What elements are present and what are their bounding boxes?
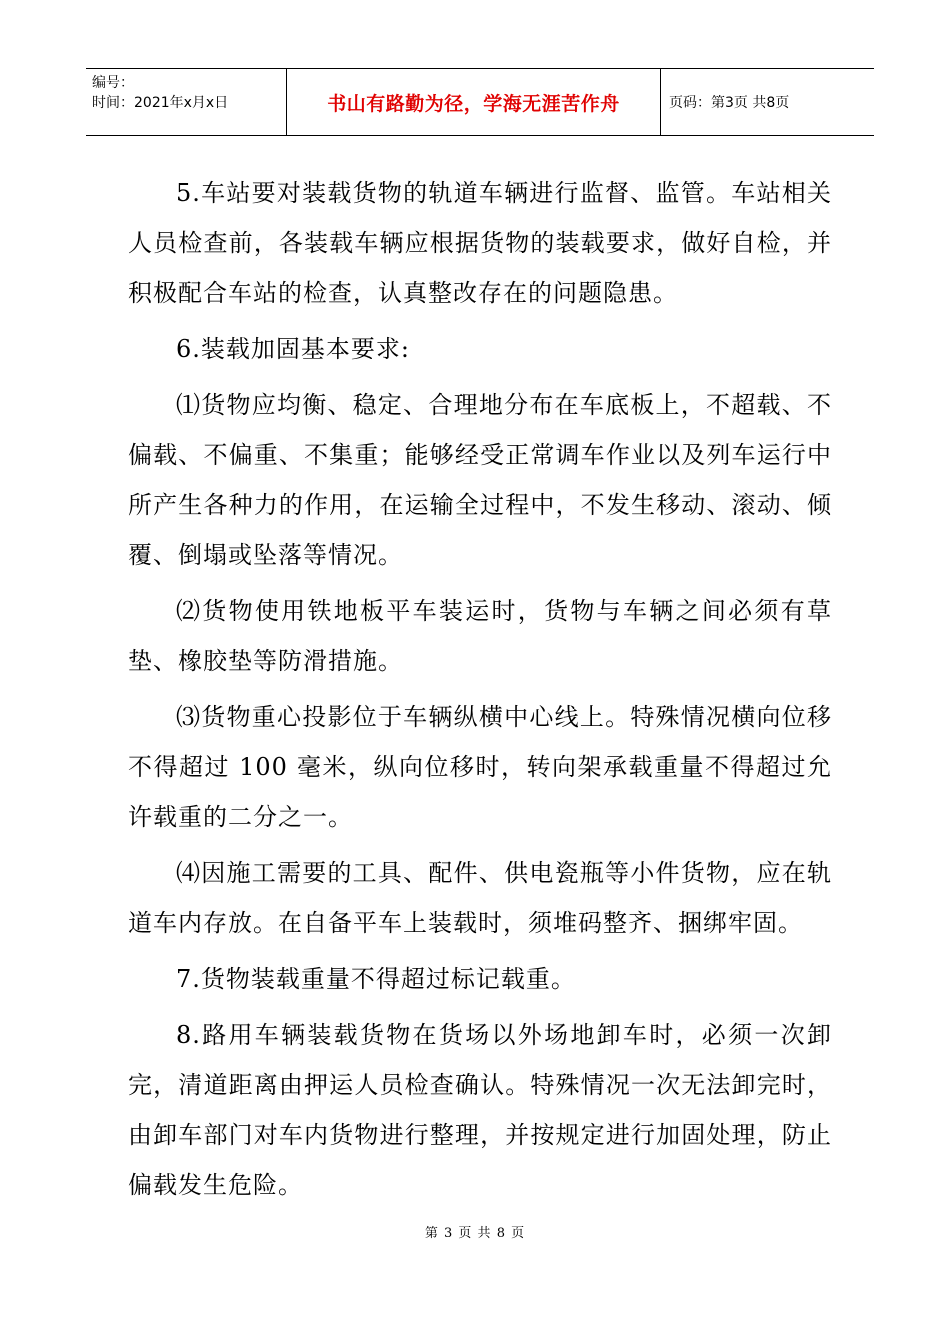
paragraph-7: 7.货物装载重量不得超过标记载重。	[176, 965, 576, 993]
header-motto-cell	[286, 69, 661, 135]
document-number-label: 编号：	[92, 75, 134, 91]
paragraph-8: 8.路用车辆装载货物在货场以外场地卸车时，必须一次卸完，清道距离由押运人员检查确认。特殊情况一次无法卸完时，由卸车部门对车内货物进行整理，并按规定进行加固处理，防止偏载发生危险。	[128, 1021, 832, 1199]
header-meta	[86, 69, 286, 135]
document-time-label: 时间：2021年x月x日	[92, 95, 229, 111]
document-body	[128, 168, 832, 1216]
paragraph-6-2: ⑵货物使用铁地板平车装运时，货物与车辆之间必须有草垫、橡胶垫等防滑措施。	[128, 597, 832, 675]
paragraph-6-4: ⑷因施工需要的工具、配件、供电瓷瓶等小件货物，应在轨道车内存放。在自备平车上装载时，须堆码整齐、捆绑牢固。	[128, 859, 832, 937]
header-motto: 书山有路勤为径，学海无涯苦作舟	[327, 92, 620, 115]
header-page-cell	[661, 69, 874, 135]
header-page-number: 页码：第3页 共8页	[669, 95, 790, 111]
page-footer: 第 3 页 共 8 页	[424, 1226, 526, 1241]
paragraph-5: 5.车站要对装载货物的轨道车辆进行监督、监管。车站相关人员检查前，各装载车辆应根据货物的装载要求，做好自检，并积极配合车站的检查，认真整改存在的问题隐患。	[128, 179, 832, 307]
page-header	[86, 68, 874, 136]
paragraph-6-3: ⑶货物重心投影位于车辆纵横中心线上。特殊情况横向位移不得超过 100 毫米，纵向位移时，转向架承载重量不得超过允许载重的二分之一。	[128, 703, 832, 831]
paragraph-6-1: ⑴货物应均衡、稳定、合理地分布在车底板上，不超载、不偏载、不偏重、不集重；能够经受正常调车作业以及列车运行中所产生各种力的作用，在运输全过程中，不发生移动、滚动、倾覆、倒塌或坠落等情况。	[128, 391, 832, 569]
paragraph-6: 6.装载加固基本要求:	[176, 335, 410, 363]
